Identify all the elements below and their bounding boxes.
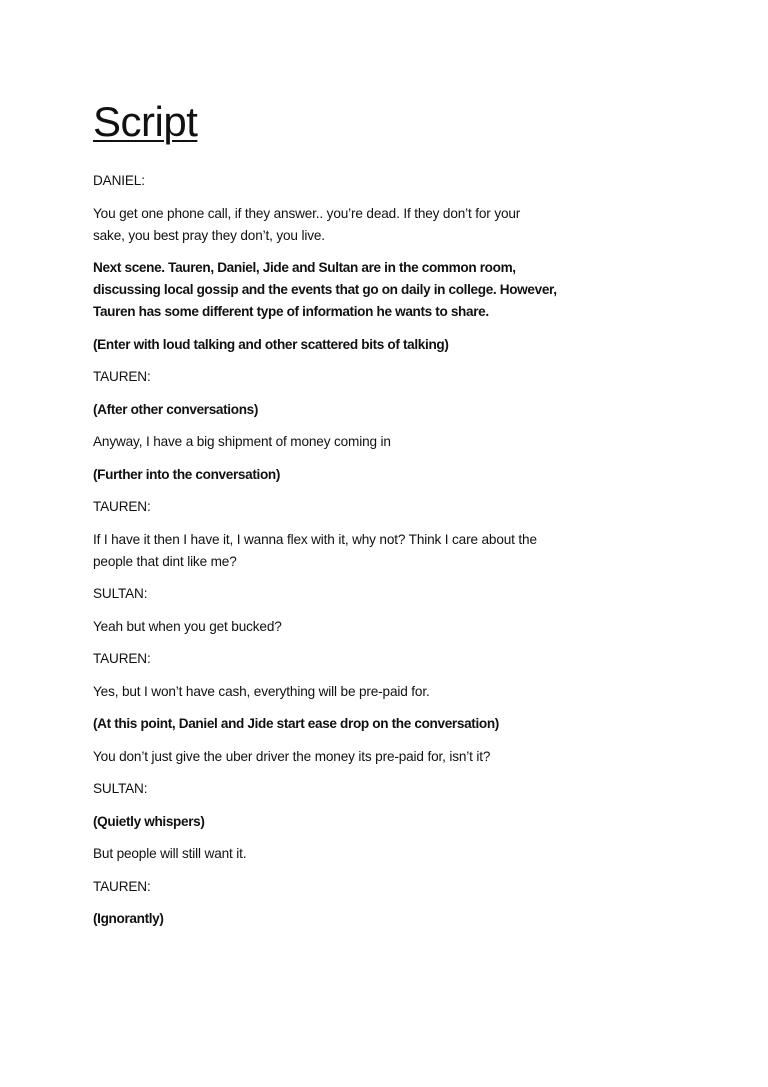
document-title: Script [93,98,198,145]
text-line: discussing local gossip and the events that go on daily in college. However, [93,282,557,297]
stage-direction [93,334,693,356]
text-line: (Ignorantly) [93,911,164,926]
stage-direction [93,399,693,421]
text-line: (After other conversations) [93,401,259,417]
stage-direction [93,908,693,930]
text-line: You don’t just give the uber driver the money its pre-paid for, isn’t it? [93,748,491,764]
script-paragraph [93,843,693,865]
text-line: If I have it then I have it, I wanna flex with it, why not? Think I care about the [93,531,537,547]
text-line: (Enter with loud talking and other scattered bits of talking) [93,336,449,352]
text-line: Anyway, I have a big shipment of money coming in [93,434,391,449]
script-paragraph [93,746,693,768]
text-line: You get one phone call, if they answer.. you’re dead. If they don’t for your [93,205,521,221]
script-paragraph [93,366,693,388]
text-line: Yes, but I won’t have cash, everything will be pre-paid for. [93,683,430,699]
text-line: Tauren has some different type of information he wants to share. [93,304,489,319]
script-paragraph [93,876,693,898]
text-line: TAUREN: [93,369,151,384]
script-paragraph [93,778,693,800]
text-line: (Quietly whispers) [93,813,205,829]
script-paragraph [93,170,693,192]
script-paragraph [93,431,693,453]
text-line: TAUREN: [93,651,151,666]
script-paragraph [93,203,693,247]
text-line: DANIEL: [93,173,145,188]
script-paragraph [93,583,693,605]
script-paragraph [93,648,693,670]
text-line: Next scene. Tauren, Daniel, Jide and Sultan are in the common room, [93,260,516,275]
text-line: TAUREN: [93,499,151,514]
script-paragraph [93,616,693,638]
text-line: Yeah but when you get bucked? [93,618,282,634]
text-line: SULTAN: [93,781,148,796]
stage-direction [93,257,693,323]
script-paragraph [93,529,693,573]
text-line: (At this point, Daniel and Jide start ease drop on the conversation) [93,716,499,731]
text-line: TAUREN: [93,878,151,894]
text-line: (Further into the conversation) [93,466,281,482]
script-paragraph [93,681,693,703]
stage-direction [93,713,693,735]
stage-direction [93,464,693,486]
text-line: people that dint like me? [93,553,237,569]
text-line: But people will still want it. [93,846,247,861]
text-line: sake, you best pray they don’t, you live. [93,227,325,243]
script-paragraph [93,496,693,518]
text-line: SULTAN: [93,586,148,601]
script-body [93,170,693,941]
stage-direction [93,811,693,833]
